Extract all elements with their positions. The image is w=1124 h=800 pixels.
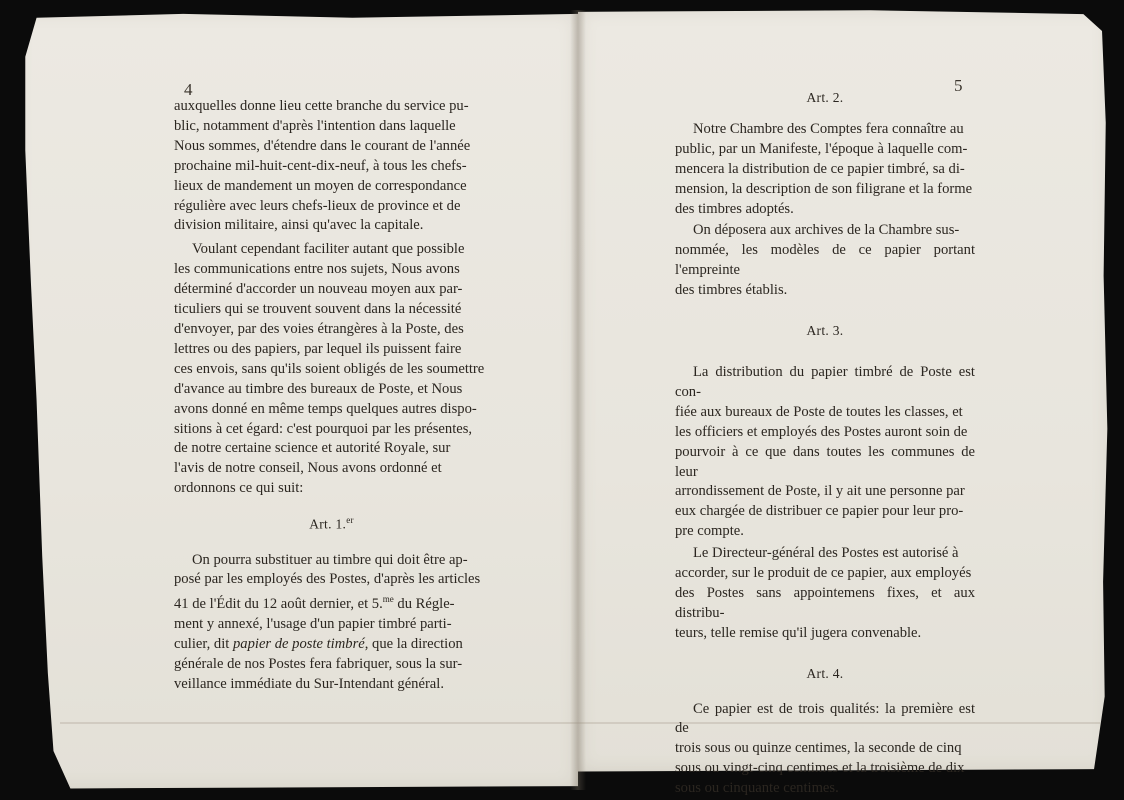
right-page-text bbox=[675, 90, 975, 799]
text-line: Notre Chambre des Comptes fera connaître au bbox=[693, 120, 964, 137]
text-line: fiée aux bureaux de Poste de toutes les classes, et bbox=[675, 403, 963, 420]
article-1-paragraph bbox=[174, 551, 489, 695]
left-page-text bbox=[174, 97, 489, 695]
article-1-heading-text: Art. 1. bbox=[309, 516, 347, 532]
text-line: les officiers et employés des Postes auront soin de bbox=[675, 423, 968, 440]
article-1-heading-sup: er bbox=[346, 515, 354, 526]
text-line: veillance immédiate du Sur-Intendant général. bbox=[174, 675, 444, 692]
text-line: sitions à cet égard: c'est pourquoi par les présentes, bbox=[174, 420, 473, 437]
article-2-heading: Art. 2. bbox=[806, 90, 844, 105]
text-segment: , que la direction bbox=[364, 636, 463, 653]
text-line: teurs, telle remise qu'il jugera convenable. bbox=[675, 624, 922, 641]
text-line: On pourra substituer au timbre qui doit être ap- bbox=[192, 551, 468, 568]
text-line: d'avance au timbre des bureaux de Poste, et Nous bbox=[174, 380, 463, 397]
text-line: de notre certaine science et autorité Royale, sur bbox=[174, 440, 451, 457]
text-line: ment y annexé, l'usage d'un papier timbré parti- bbox=[174, 616, 452, 633]
text-line: mension, la description de son filigrane et la forme bbox=[675, 180, 973, 197]
text-line: régulière avec leurs chefs-lieux de province et de bbox=[174, 197, 461, 214]
text-line: l'avis de notre conseil, Nous avons ordonné et bbox=[174, 460, 442, 477]
text-segment: du Régle- bbox=[393, 596, 455, 613]
text-line: lettres ou des papiers, par lequel ils puissent faire bbox=[174, 340, 462, 357]
text-line: division militaire, ainsi qu'avec la capitale. bbox=[174, 217, 424, 234]
text-line: des Postes sans appointemens fixes, et aux distribu- bbox=[675, 584, 975, 621]
text-line: pre compte. bbox=[675, 523, 744, 540]
article-4-paragraph bbox=[675, 700, 975, 800]
text-line: mencera la distribution de ce papier timbré, sa di- bbox=[675, 160, 965, 177]
text-line bbox=[174, 590, 489, 615]
text-line: On déposera aux archives de la Chambre sus- bbox=[693, 222, 960, 239]
text-segment: 41 de l'Édit du 12 août dernier, et 5. bbox=[174, 596, 383, 613]
text-line: ticuliers qui se trouvent souvent dans la nécessité bbox=[174, 301, 462, 318]
article-3-paragraph-1 bbox=[675, 363, 975, 542]
text-line: des timbres adoptés. bbox=[675, 200, 794, 217]
text-line: arrondissement de Poste, il y ait une personne par bbox=[675, 483, 965, 500]
text-line: Ce papier est de trois qualités: la première est de bbox=[675, 700, 975, 737]
text-line: des timbres établis. bbox=[675, 282, 788, 299]
text-line: trois sous ou quinze centimes, la seconde de cinq bbox=[675, 740, 962, 757]
text-line: les communications entre nos sujets, Nous avons bbox=[174, 261, 460, 278]
article-2-paragraph-2 bbox=[675, 221, 975, 301]
text-line: nommée, les modèles de ce papier portant l'empreinte bbox=[675, 242, 975, 279]
text-superscript: me bbox=[382, 594, 394, 605]
text-segment: culier, dit bbox=[174, 636, 233, 653]
article-1-heading bbox=[174, 511, 489, 534]
article-4-heading: Art. 4. bbox=[806, 665, 844, 681]
text-line: auxquelles donne lieu cette branche du service pu- bbox=[174, 98, 469, 114]
text-line: ordonnons ce qui suit: bbox=[174, 480, 304, 497]
text-line: sous ou vingt-cinq centimes et la troisième de dix bbox=[675, 760, 965, 777]
text-line: posé par les employés des Postes, d'après les articles bbox=[174, 571, 481, 588]
article-2-paragraph-1 bbox=[675, 120, 975, 220]
text-line: blic, notamment d'après l'intention dans laquelle bbox=[174, 117, 456, 134]
text-line: prochaine mil-huit-cent-dix-neuf, à tous les chefs- bbox=[174, 157, 467, 174]
text-line: avons donné en même temps quelques autres dispo- bbox=[174, 400, 477, 417]
left-page-number: 4 bbox=[184, 80, 193, 99]
left-paragraph-2 bbox=[174, 240, 489, 499]
text-line: ces envois, sans qu'ils soient obligés de les soumettre bbox=[174, 360, 485, 377]
article-3-heading: Art. 3. bbox=[806, 323, 844, 339]
text-line: Le Directeur-général des Postes est autorisé à bbox=[693, 545, 959, 562]
text-line: accorder, sur le produit de ce papier, aux employés bbox=[675, 565, 972, 582]
text-line: d'envoyer, par des voies étrangères à la Poste, des bbox=[174, 320, 464, 337]
text-line: eux chargée de distribuer ce papier pour leur pro- bbox=[675, 503, 964, 520]
right-page-number: 5 bbox=[954, 76, 963, 95]
text-line: sous ou cinquante centimes. bbox=[675, 780, 839, 797]
text-line: pourvoir à ce que dans toutes les communes de leur bbox=[675, 443, 975, 480]
text-line: générale de nos Postes fera fabriquer, sous la sur- bbox=[174, 655, 463, 672]
italic-term: papier de poste timbré bbox=[233, 636, 365, 653]
article-3-paragraph-2 bbox=[675, 544, 975, 644]
text-line: Nous sommes, d'étendre dans le courant de l'année bbox=[174, 137, 471, 154]
text-line: Voulant cependant faciliter autant que possible bbox=[192, 241, 465, 258]
text-line: lieux de mandement un moyen de correspondance bbox=[174, 177, 467, 194]
left-paragraph-1 bbox=[174, 97, 489, 236]
text-line: déterminé d'accorder un nouveau moyen aux par- bbox=[174, 281, 463, 298]
book-gutter bbox=[570, 10, 586, 790]
text-line bbox=[174, 635, 489, 655]
text-line: public, par un Manifeste, l'époque à laquelle com- bbox=[675, 140, 968, 157]
text-line: La distribution du papier timbré de Poste est con- bbox=[675, 363, 975, 400]
